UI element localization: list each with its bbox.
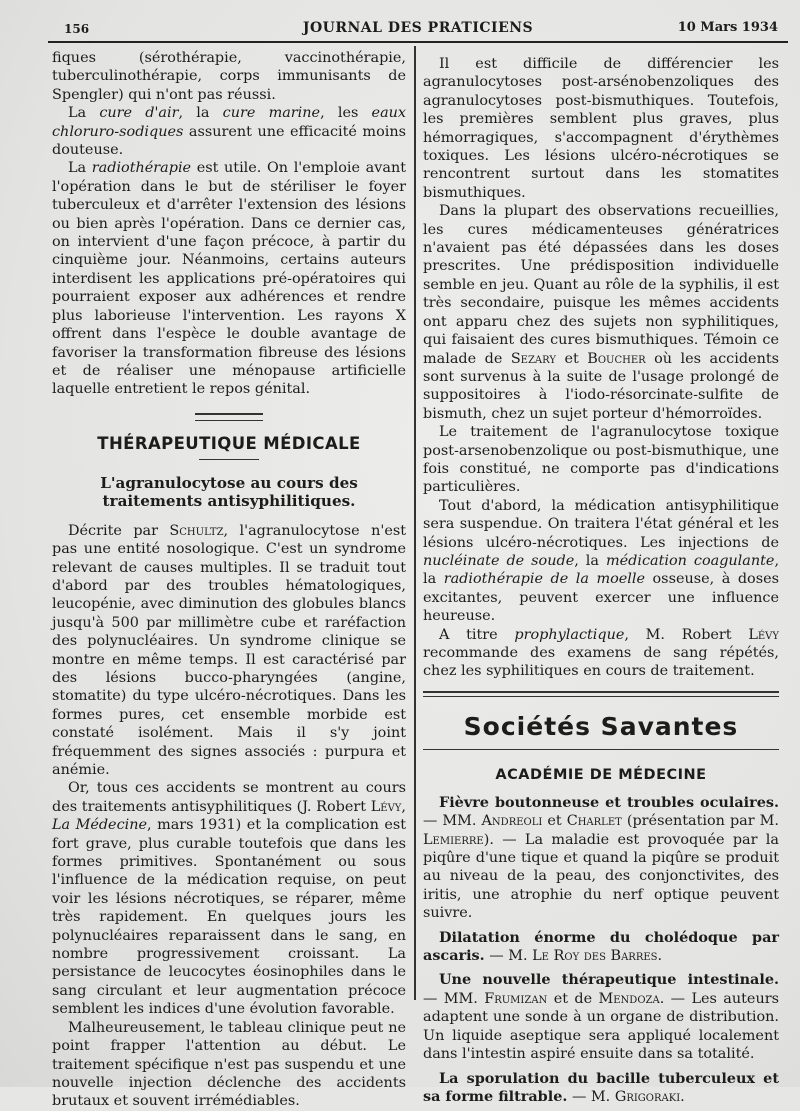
societes-title: Sociétés Savantes [463,711,739,741]
left-column [52,49,406,1111]
paragraph: fiques (sérothérapie, vaccinothérapie, tuberculinothérapie, corps immunisants de Spengler) qui n'ont pas réussi. [52,50,406,103]
running-header [48,20,788,42]
header-rule [48,41,788,43]
section-title: THÉRAPEUTIQUE MÉDICALE [97,433,361,453]
paragraph: Or, tous ces accidents se montrent au cours des traitements antisyphilitiques (J. Robert Lévy, La Médecine, mars 1931) et la complication est fort grave, plus curable toutefois que dans les formes primitives. Spontanément ou sous l'influence de la médication requise, on peut voir les lésions nécrotiques, se réparer, même très rapidement. En quelques jours les polynucléaires reparaissent dans le sang, en nombre progressivement croissant. La persistance de leucocytes éosinophiles dans le sang circulant et leur augmentation précoce semblent les indices d'une évolution favorable. [52,780,407,1018]
paragraph: Le traitement de l'agranulocytose toxique post-arsenobenzolique ou post-bismuthique, une fois constitué, ne comporte pas d'indications particulières. [423,424,779,496]
news-item: La sporulation du bacille tuberculeux et sa forme filtrable. — M. Grigoraki. [423,1069,779,1105]
news-item: Fièvre boutonneuse et troubles oculaires. — MM. Andreoli et Charlet (présentation par M. Lemierre). — La maladie est provoquée par la piqûre d'une tique et quand la piqûre se produit au niveau de la peau, des conjonctivites, des iritis, une atrophie du nerf optique peuvent suivre. [423,793,779,922]
paragraph: Il est difficile de différencier les agranulocytoses post-arsénobenzoliques des agranulocytoses post-bismuthiques. Toutefois, les premières semblent plus graves, plus hémorragiques, s'accompagnent d'érythèmes toxiques. Les lésions ulcéro-nécrotiques se rencontrent surtout dans les stomatites bismuthiques. [423,56,779,201]
paragraph: Tout d'abord, la médication antisyphilitique sera suspendue. On traitera l'état général et les lésions ulcéro-nécrotiques. Les injections de nucléinate de soude, la médication coagulante, la radiothérapie de la moelle osseuse, à doses excitantes, peuvent exercer une influence heureuse. [423,497,780,625]
section-rule [195,413,263,421]
article-title: L'agranulocytose au cours des traitements antisyphilitiques. [100,473,358,510]
paragraph: La cure d'air, la cure marine, les eaux chloruro-sodiques assurent une efficacité moins douteuse. [52,105,407,159]
paragraph: Décrite par Schultz, l'agranulocytose n'est pas une entité nosologique. C'est un syndrome relevant de causes multiples. Il se traduit tout d'abord par des troubles hématologiques, leucopénie, avec diminution des globules blancs jusqu'à 500 par millimètre cube et raréfaction des polynucléaires. Un syndrome clinique se montre en même temps. Il est caractérisé par des lésions bucco-pharyngées (angine, stomatite) du type ulcéro-nécrotiques. Dans les formes pures, cet ensemble morbide est constaté isolément. Mais il s'y joint fréquemment des signes associés : purpura et anémie. [52,522,407,778]
right-column [423,55,779,1106]
issue-date: 10 Mars 1934 [677,20,778,35]
academie-title: ACADÉMIE DE MÉDECINE [495,766,707,783]
paragraph: Malheureusement, le tableau clinique peut ne point frapper l'attention au début. Le traitement spécifique n'est pas suspendu et une nouvelle injection déclenche des accidents brutaux et souvent irrémédiables. [52,1019,406,1110]
column-divider [414,46,416,1000]
page-number: 156 [64,22,90,36]
journal-title: JOURNAL DES PRATICIENS [302,20,534,36]
news-item: Une nouvelle thérapeutique intestinale. — MM. Frumizan et de Mendoza. — Les auteurs adaptent une sonde à un organe de distribution. Un liquide aseptique sera appliqué localement dans l'intestin aspiré ensuite dans sa totalité. [423,971,779,1063]
paragraph: A titre prophylactique, M. Robert Lévy recommande des examens de sang répétés, chez les syphilitiques en cours de traitement. [423,626,779,680]
paragraph: Dans la plupart des observations recueillies, les cures médicamenteuses génératrices n'avaient pas été dépassées dans les doses prescrites. Une prédisposition individuelle semble en jeu. Quant au rôle de la syphilis, il est très secondaire, puisque les mêmes accidents ont apparu chez des sujets non syphilitiques, qui faisaient des cures bismuthiques. Témoin ce malade de Sezary et Boucher où les accidents sont survenus à la suite de l'usage prolongé de suppositoires à l'iodo-résorcinate-sulfite de bismuth, chez un sujet porteur d'hémorroïdes. [423,203,779,422]
paragraph: La radiothérapie est utile. On l'emploie avant l'opération dans le but de stériliser le foyer tuberculeux et d'arrêter l'extension des lésions ou bien après l'opération. Dans ce dernier cas, on intervient d'une façon précoce, à partir du cinquième jour. Néanmoins, certains auteurs interdisent les applications pré-opératoires qui pourraient exposer aux adhérences et rendre plus laborieuse l'intervention. Les rayons X offrent dans l'espèce le double avantage de favoriser la transformation fibreuse des lésions et de réaliser une ménopause artificielle laquelle entretient le repos génital. [52,160,406,398]
news-item: Dilatation énorme du cholédoque par ascaris. — M. Le Roy des Barres. [423,928,779,965]
